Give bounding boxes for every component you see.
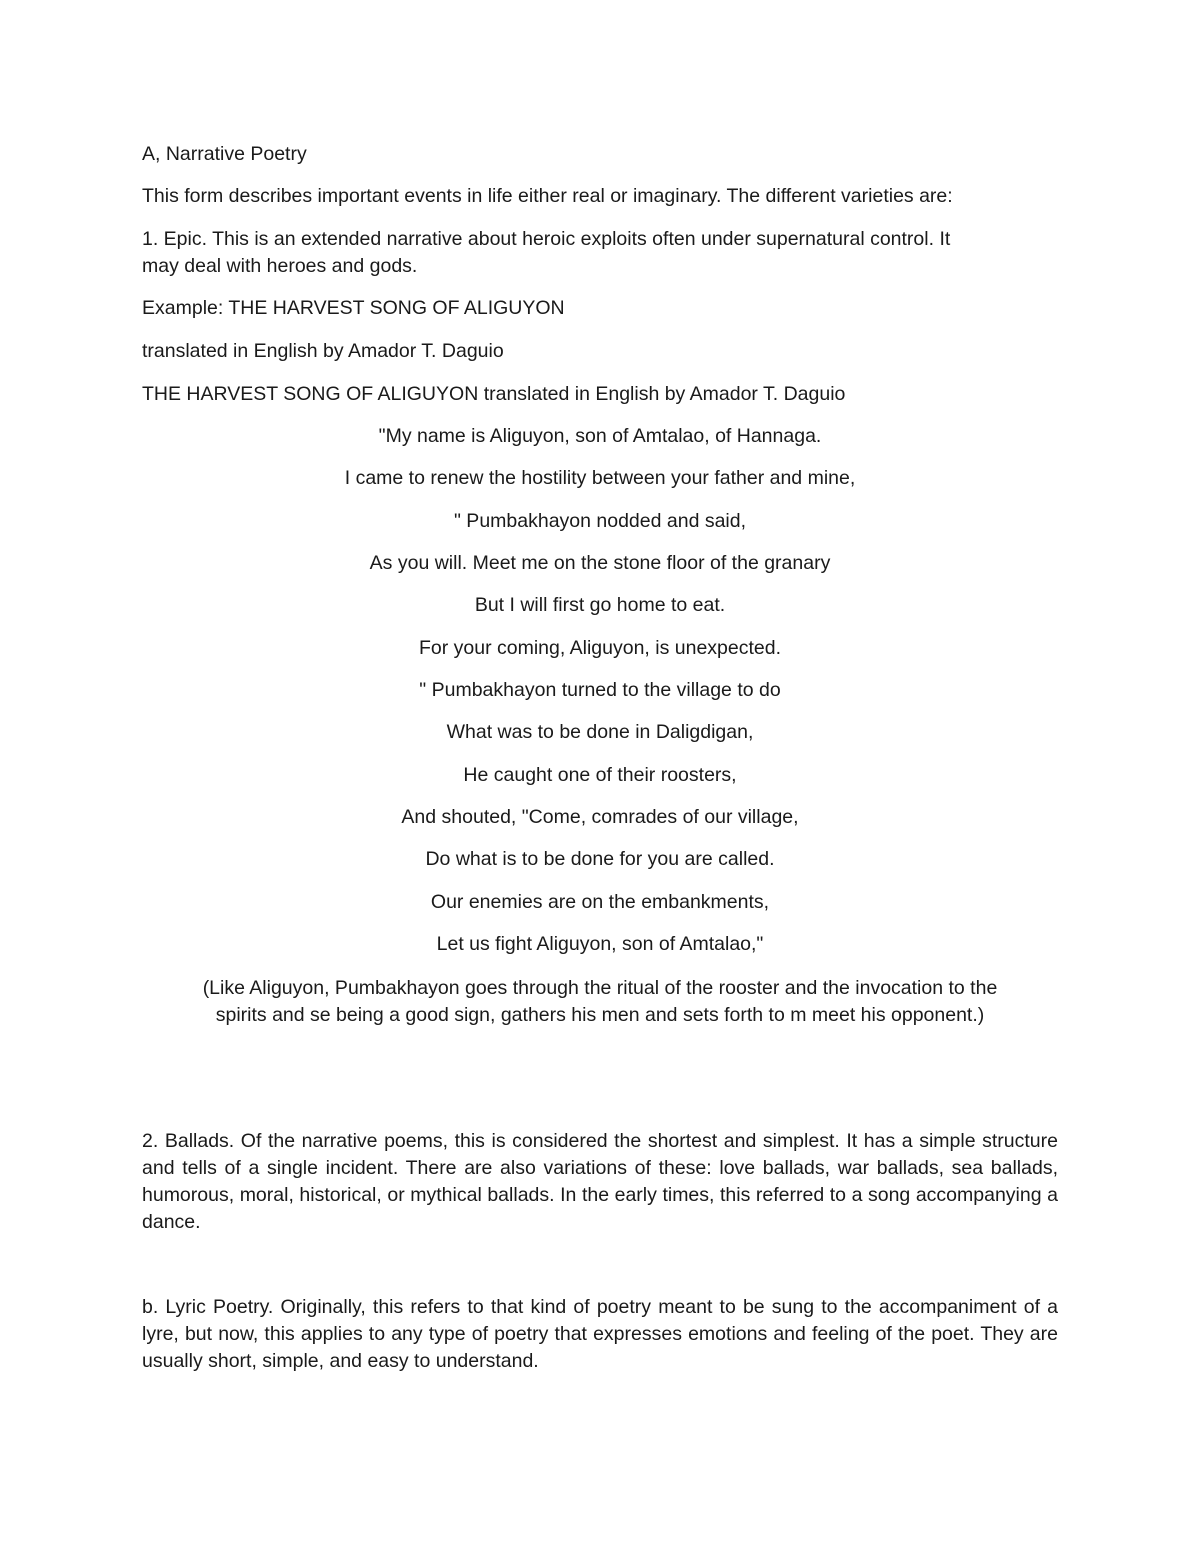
full-title: THE HARVEST SONG OF ALIGUYON translated in English by Amador T. Daguio [142,383,846,405]
poem-line: And shouted, "Come, comrades of our village, [401,806,799,828]
poem-note-line-1: (Like Aliguyon, Pumbakhayon goes through the ritual of the rooster and the invocation to the [202,977,998,999]
epic-paragraph-line-1: 1. Epic. This is an extended narrative about heroic exploits often under supernatural control. It [142,228,951,250]
lyric-poetry-paragraph: b. Lyric Poetry. Originally, this refers to that kind of poetry meant to be sung to the accompaniment of a lyre, but now, this applies to any type of poetry that expresses emotions and feeling of the poet. They are usually short, simple, and easy to understand. [142,1296,1058,1372]
poem-line: What was to be done in Daligdigan, [446,721,754,743]
intro-paragraph: This form describes important events in life either real or imaginary. The different varieties are: [142,185,953,207]
translator-credit: translated in English by Amador T. Daguio [142,340,504,362]
poem-line: Let us fight Aliguyon, son of Amtalao," [436,933,764,955]
poem-line: I came to renew the hostility between your father and mine, [344,467,856,489]
poem-line: "My name is Aliguyon, son of Amtalao, of Hannaga. [378,425,822,447]
poem-line: As you will. Meet me on the stone floor of the granary [369,552,831,574]
poem-line: Our enemies are on the embankments, [430,891,770,913]
poem-line: For your coming, Aliguyon, is unexpected. [418,637,782,659]
section-heading: A, Narrative Poetry [142,143,307,165]
example-title: Example: THE HARVEST SONG OF ALIGUYON [142,297,565,319]
poem-note-line-2: spirits and se being a good sign, gathers his men and sets forth to m meet his opponent.) [215,1004,985,1026]
poem-line: But I will first go home to eat. [474,594,726,616]
poem-line: He caught one of their roosters, [463,764,737,786]
ballads-paragraph: 2. Ballads. Of the narrative poems, this is considered the shortest and simplest. It has a simple structure and tells of a single incident. There are also variations of these: love ballads, war ballads, sea ballads, humorous, moral, historical, or mythical ballads. In the early times, this referred to a song accompanying a dance. [142,1130,1058,1233]
poem-line: Do what is to be done for you are called. [425,848,775,870]
poem-line: " Pumbakhayon nodded and said, [453,510,747,532]
poem-line: " Pumbakhayon turned to the village to do [419,679,781,701]
epic-paragraph-line-2: may deal with heroes and gods. [142,255,418,277]
